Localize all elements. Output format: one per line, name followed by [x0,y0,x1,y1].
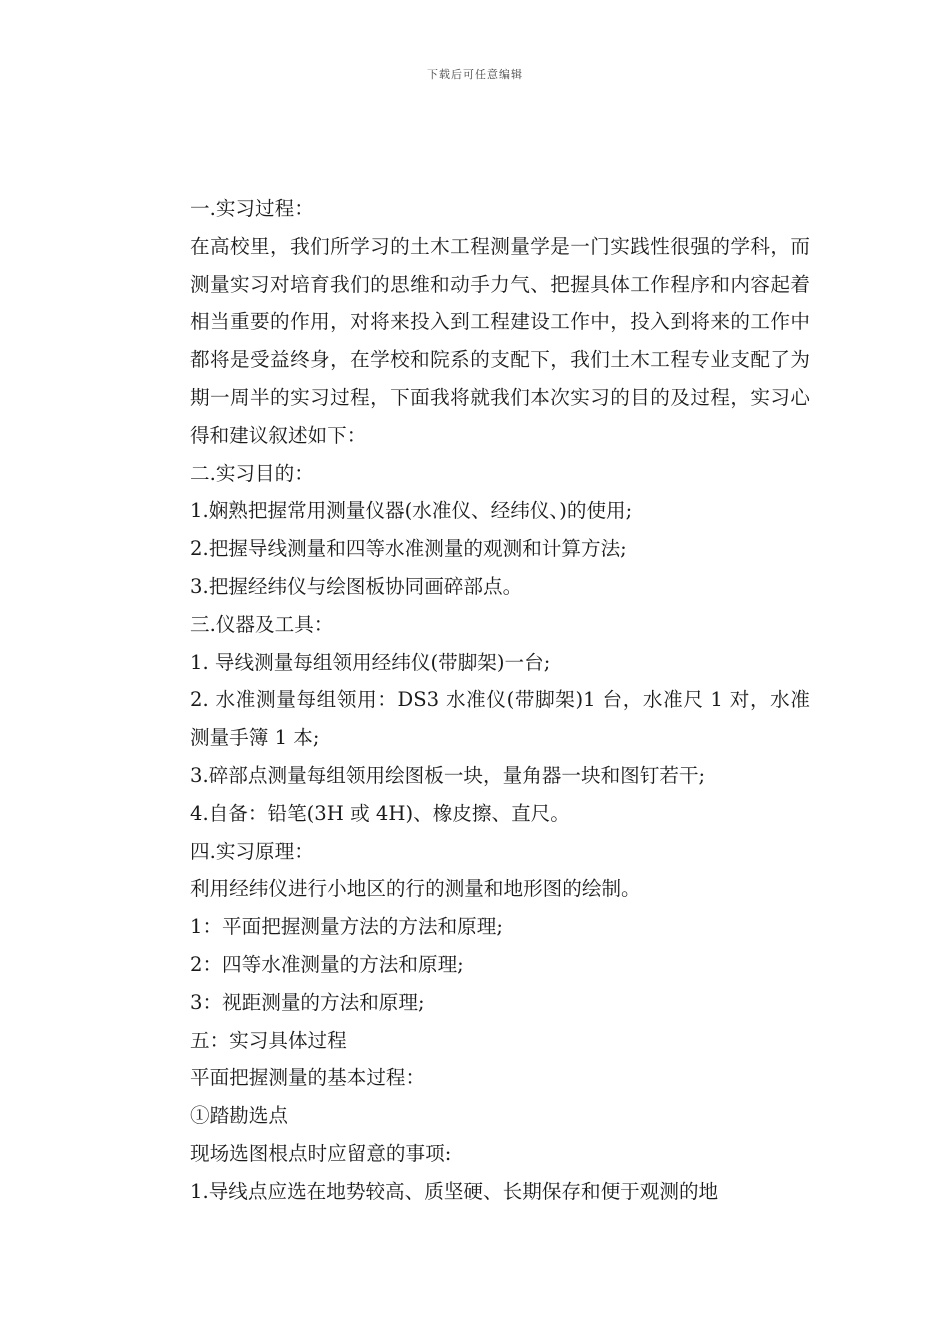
site-note-item-1: 1.导线点应选在地势较高、质坚硬、长期保存和便于观测的地 [190,1179,719,1203]
step-reconnaissance: ①踏勘选点 [190,1104,288,1128]
purpose-item-1: 1.娴熟把握常用测量仪器(水准仪、经纬仪、)的使用; [190,499,633,523]
instrument-item-1: 1. 导线测量每组领用经纬仪(带脚架)一台; [190,650,551,674]
instrument-item-3: 3.碎部点测量每组领用绘图板一块，量角器一块和图钉若干; [190,763,706,787]
instrument-item-4: 4.自备：铅笔(3H 或 4H)、橡皮擦、直尺。 [190,801,570,825]
document-body [145,190,810,1211]
heading-instruments: 三.仪器及工具： [190,612,334,636]
site-notes-heading: 现场选图根点时应留意的事项: [190,1141,452,1165]
instrument-item-2: 2. 水准测量每组领用：DS3 水准仪(带脚架)1 台，水准尺 1 对，水准测量手簿 1 本; [190,688,810,750]
heading-internship-process: 一.实习过程： [190,197,314,220]
principle-intro: 利用经纬仪进行小地区的行的测量和地形图的绘制。 [190,877,641,901]
paragraph-intro: 在高校里，我们所学习的土木工程测量学是一门实践性很强的学科，而测量实习对培育我们的思维和动手力气、把握具体工作程序和内容起着相当重要的作用，对将来投入到工程建设工作中，投入到将来的工作中都将是受益终身，在学校和院系的支配下，我们土木工程专业支配了为期一周半的实习过程，下面我将就我们本次实习的目的及过程，实习心得和建议叙述如下： [190,234,810,447]
heading-internship-purpose: 二.实习目的： [190,461,314,485]
heading-process-detail: 五：实习具体过程 [190,1028,347,1052]
purpose-item-2: 2.把握导线测量和四等水准测量的观测和计算方法; [190,537,627,561]
page-header: 下载后可任意编辑 [427,68,523,81]
purpose-item-3: 3.把握经纬仪与绘图板协同画碎部点。 [190,574,523,598]
control-survey-process: 平面把握测量的基本过程： [190,1066,426,1090]
principle-item-3: 3：视距测量的方法和原理; [190,990,425,1014]
principle-item-1: 1：平面把握测量方法的方法和原理; [190,915,503,939]
heading-principle: 四.实习原理： [190,839,314,863]
principle-item-2: 2：四等水准测量的方法和原理; [190,952,464,976]
